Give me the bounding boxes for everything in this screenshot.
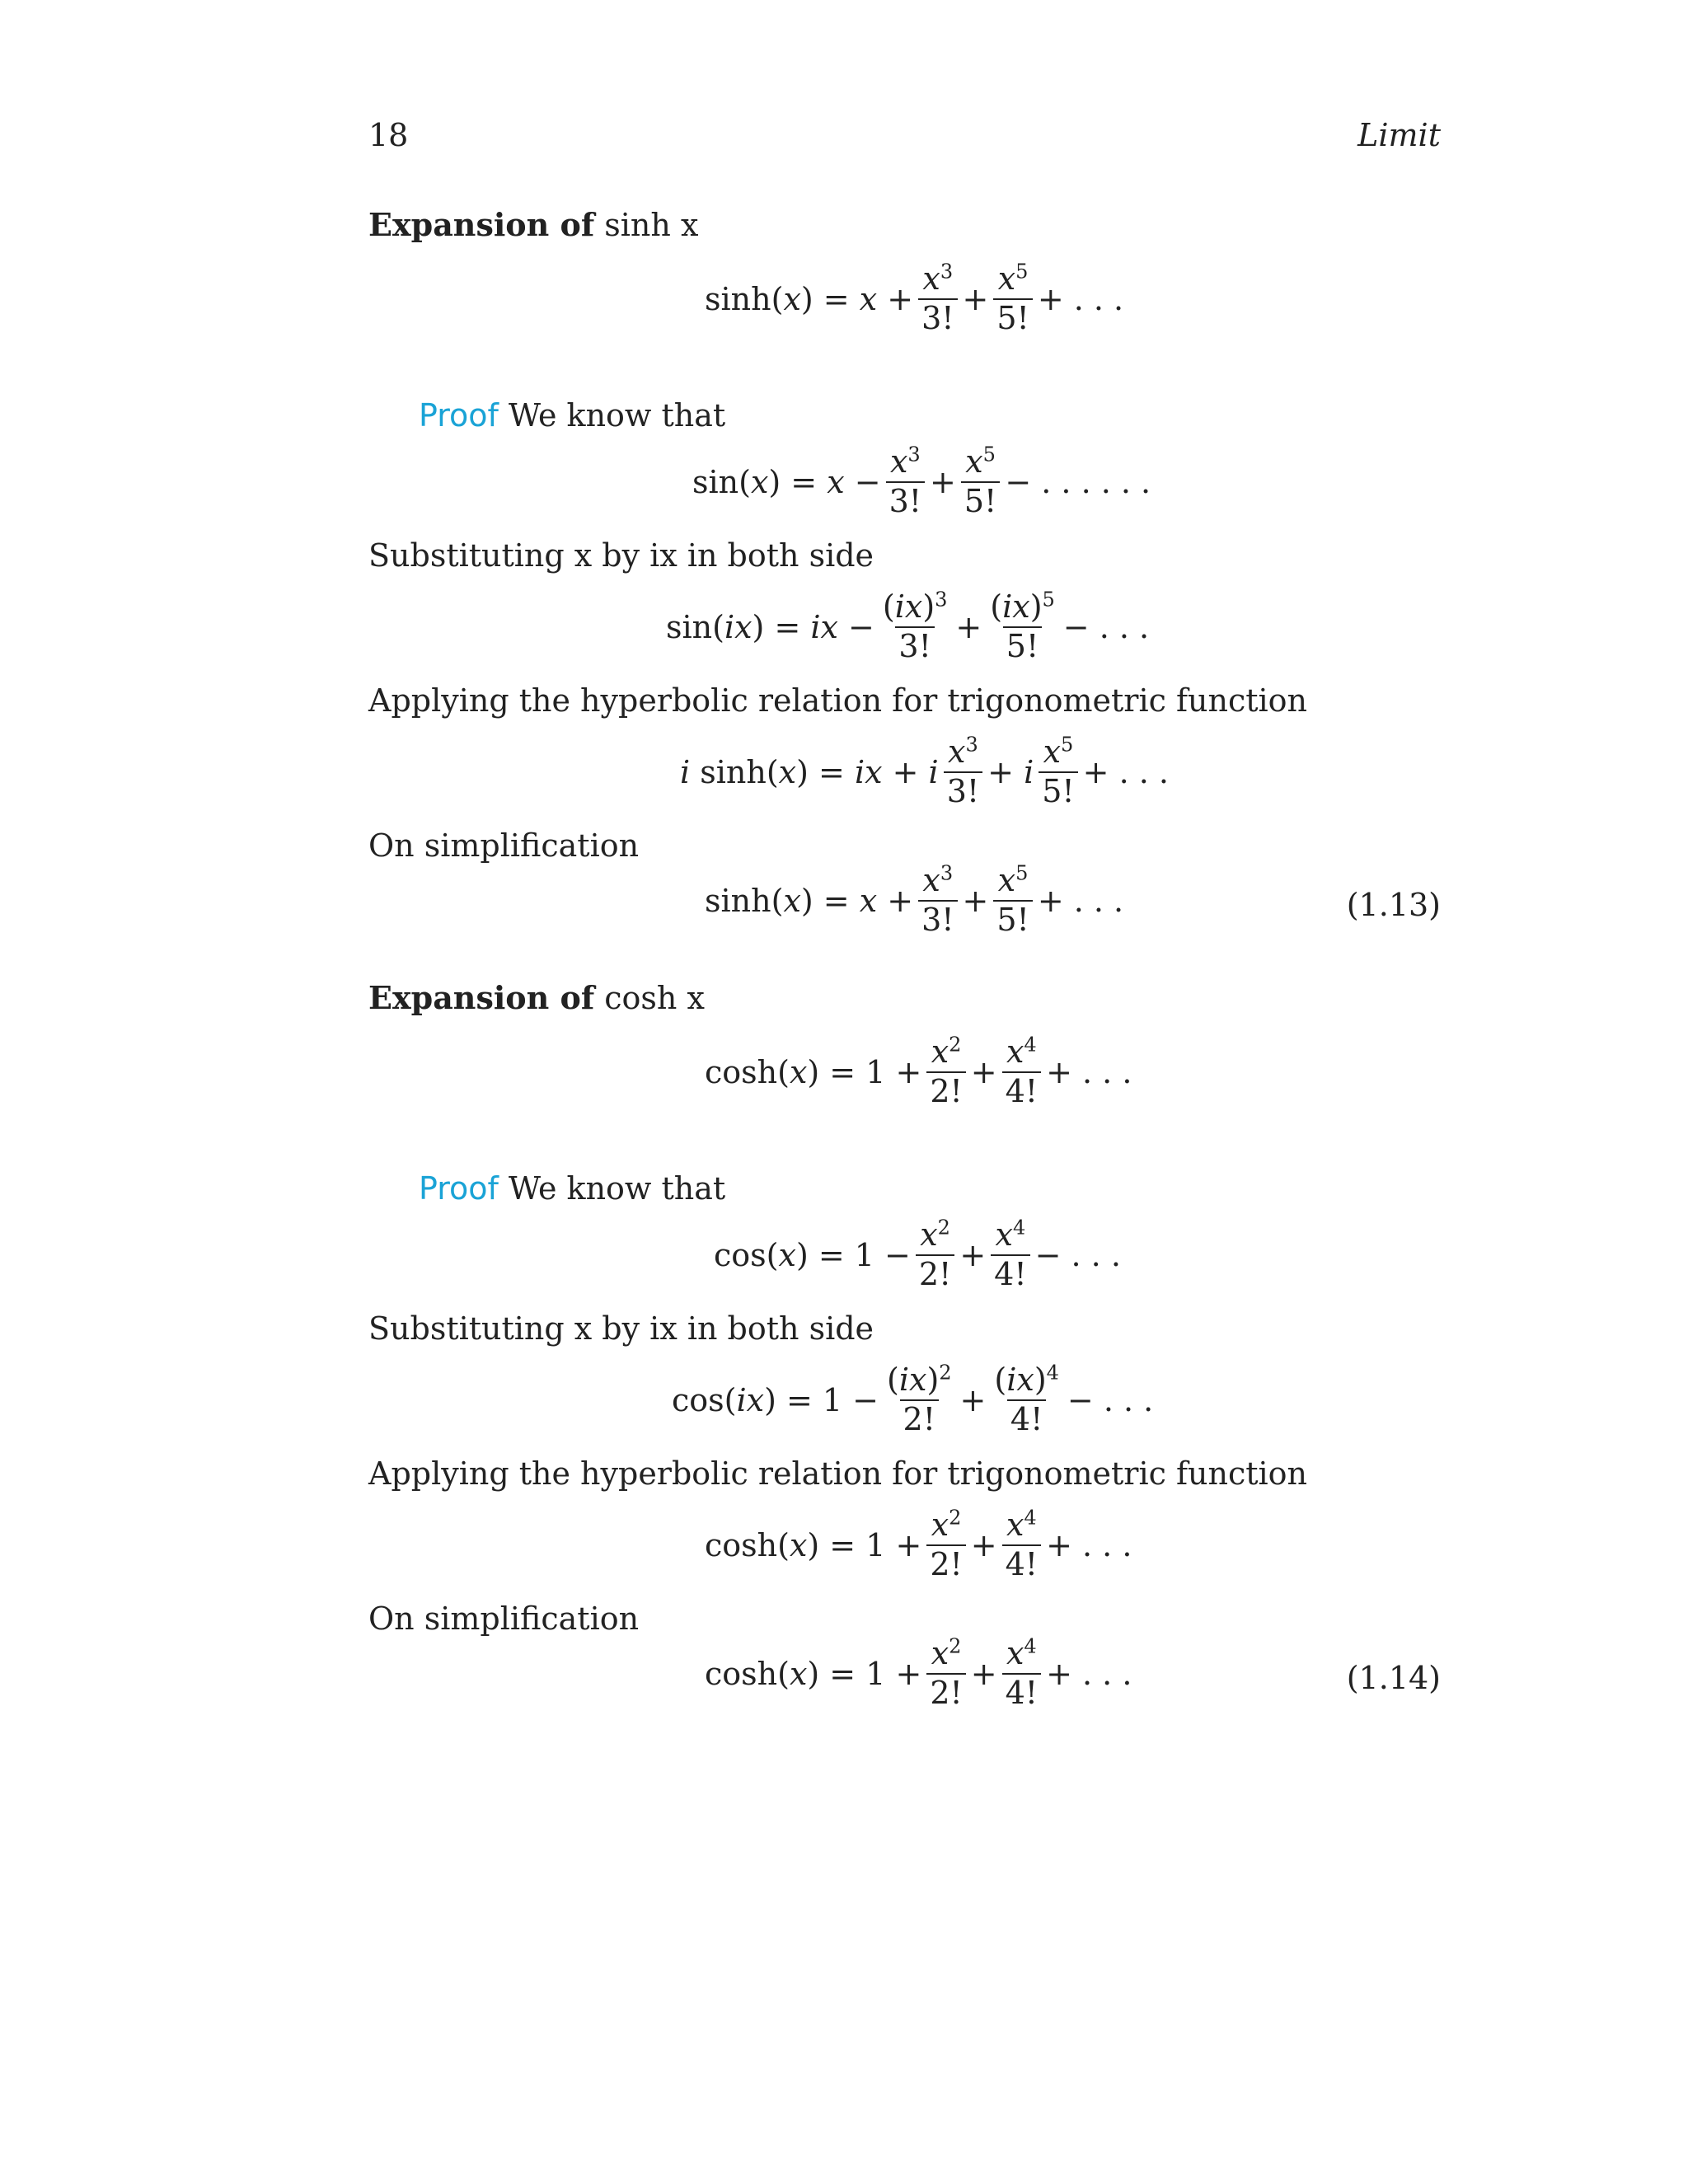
sinh-result-equation: sinh(x) = x + $\frac{x^3}{3!}$ + $\frac{x^5}{5!}$ + . . . bbox=[705, 260, 1124, 336]
cos-ix-equation: cos(ix) = 1 − $\frac{(ix)^2}{2!}$ + $\frac{(ix)^4}{4!}$ − . . . bbox=[672, 1361, 1154, 1437]
running-title: Limit bbox=[1357, 117, 1441, 153]
section-heading-cosh bbox=[368, 979, 705, 1016]
heading-math: sinh x bbox=[604, 207, 699, 243]
equation-number-1-14: (1.14) bbox=[1346, 1660, 1441, 1696]
proof-label: Proof bbox=[419, 397, 499, 434]
substitute-text-1: Substituting x by ix in both side bbox=[368, 537, 874, 574]
proof-line-2 bbox=[419, 1170, 725, 1207]
hyperbolic-text-2: Applying the hyperbolic relation for trigonometric function bbox=[368, 1455, 1308, 1492]
proof-line-1 bbox=[419, 397, 725, 434]
substitute-text-2: Substituting x by ix in both side bbox=[368, 1310, 874, 1347]
simplification-text-1: On simplification bbox=[368, 827, 640, 864]
section-heading-sinh bbox=[368, 206, 698, 243]
cos-series-equation: cos(x) = 1 − $\frac{x^2}{2!}$ + $\frac{x^4}{4!}$ − . . . bbox=[714, 1216, 1121, 1292]
heading-bold: Expansion of bbox=[368, 206, 595, 243]
heading-math: cosh x bbox=[604, 980, 705, 1016]
proof-text: We know that bbox=[509, 397, 726, 434]
cosh-final-equation: cosh(x) = 1 + $\frac{x^2}{2!}$ + $\frac{x^4}{4!}$ + . . . bbox=[705, 1634, 1132, 1711]
sin-ix-equation: sin(ix) = ix − $\frac{(ix)^3}{3!}$ + $\frac{(ix)^5}{5!}$ − . . . bbox=[666, 588, 1150, 664]
proof-text: We know that bbox=[509, 1170, 726, 1207]
hyperbolic-text-1: Applying the hyperbolic relation for trigonometric function bbox=[368, 682, 1308, 719]
sinh-final-equation: sinh(x) = x + $\frac{x^3}{3!}$ + $\frac{x^5}{5!}$ + . . . bbox=[705, 861, 1124, 938]
page-number: 18 bbox=[368, 117, 409, 153]
heading-bold: Expansion of bbox=[368, 979, 595, 1016]
sin-series-equation: sin(x) = x − $\frac{x^3}{3!}$ + $\frac{x^5}{5!}$ − . . . . . . bbox=[692, 443, 1151, 519]
cosh-equation: cosh(x) = 1 + $\frac{x^2}{2!}$ + $\frac{x^4}{4!}$ + . . . bbox=[705, 1506, 1132, 1582]
i-sinh-equation: i sinh(x) = ix + i $\frac{x^3}{3!}$ + i $\frac{x^5}{5!}$ + . . . bbox=[680, 733, 1169, 809]
equation-number-1-13: (1.13) bbox=[1346, 887, 1441, 923]
proof-label: Proof bbox=[419, 1170, 499, 1207]
cosh-result-equation: cosh(x) = 1 + $\frac{x^2}{2!}$ + $\frac{x^4}{4!}$ + . . . bbox=[705, 1033, 1132, 1109]
simplification-text-2: On simplification bbox=[368, 1601, 640, 1637]
